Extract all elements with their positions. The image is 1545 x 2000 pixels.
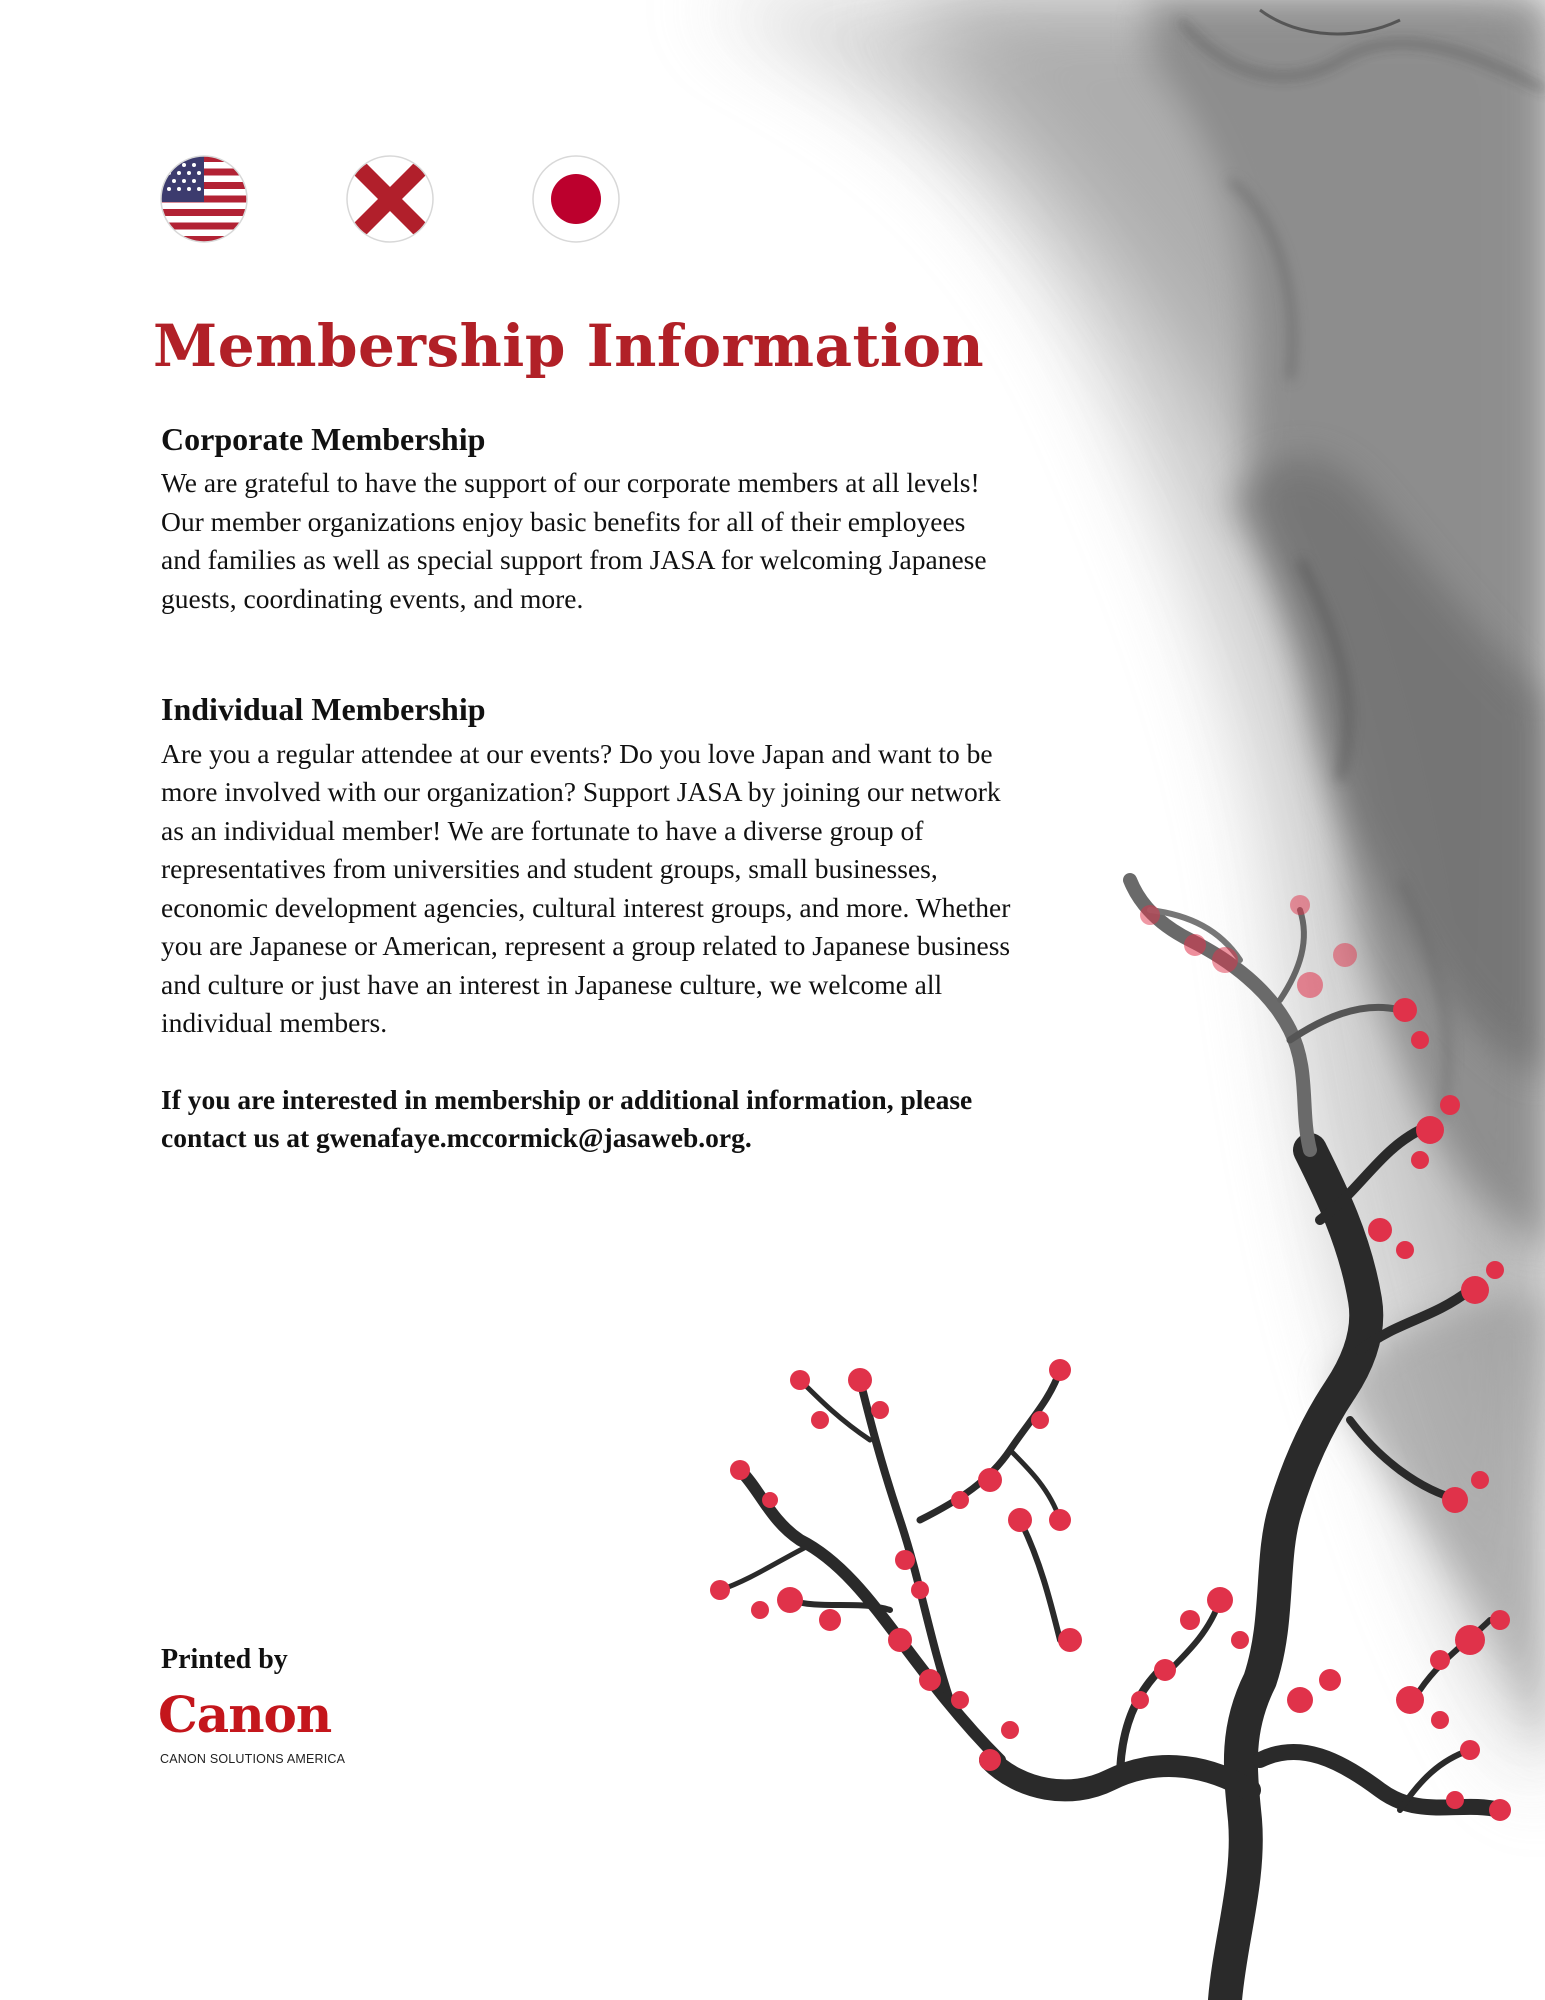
individual-membership-heading: Individual Membership xyxy=(161,691,486,728)
corporate-membership-section xyxy=(161,420,1011,618)
individual-membership-body: Are you a regular attendee at our events? Do you love Japan and want to be more involved with our organization? Support JASA by joining our network as an individual member! We are fortunate to have a diverse group of representatives from universities and student groups, small businesses, economic development agencies, cultural interest groups, and more. Whether you are Japanese or American, represent a group related to Japanese business and culture or just have an interest in Japanese culture, we welcome all individual members. xyxy=(161,737,1011,1039)
alabama-flag-icon xyxy=(346,155,434,243)
page-title: Membership Information xyxy=(153,312,985,380)
canon-logo-subtitle: CANON SOLUTIONS AMERICA xyxy=(160,1752,346,1766)
printed-by-label: Printed by xyxy=(161,1644,288,1675)
us-flag-icon xyxy=(160,155,248,243)
corporate-membership-heading: Corporate Membership xyxy=(161,421,486,457)
contact-note: If you are interested in membership or additional information, please contact us at gwenafaye.mccormick@jasaweb.org. xyxy=(161,1083,973,1154)
main-content xyxy=(161,420,1011,1158)
canon-logo: Canon xyxy=(158,1685,332,1744)
japan-flag-icon xyxy=(532,155,620,243)
individual-membership-section xyxy=(161,690,1011,1042)
corporate-membership-body: We are grateful to have the support of our corporate members at all levels! Our member organizations enjoy basic benefits for all of their employees and families as well as special support from JASA for welcoming Japanese guests, coordinating events, and more. xyxy=(161,467,987,614)
